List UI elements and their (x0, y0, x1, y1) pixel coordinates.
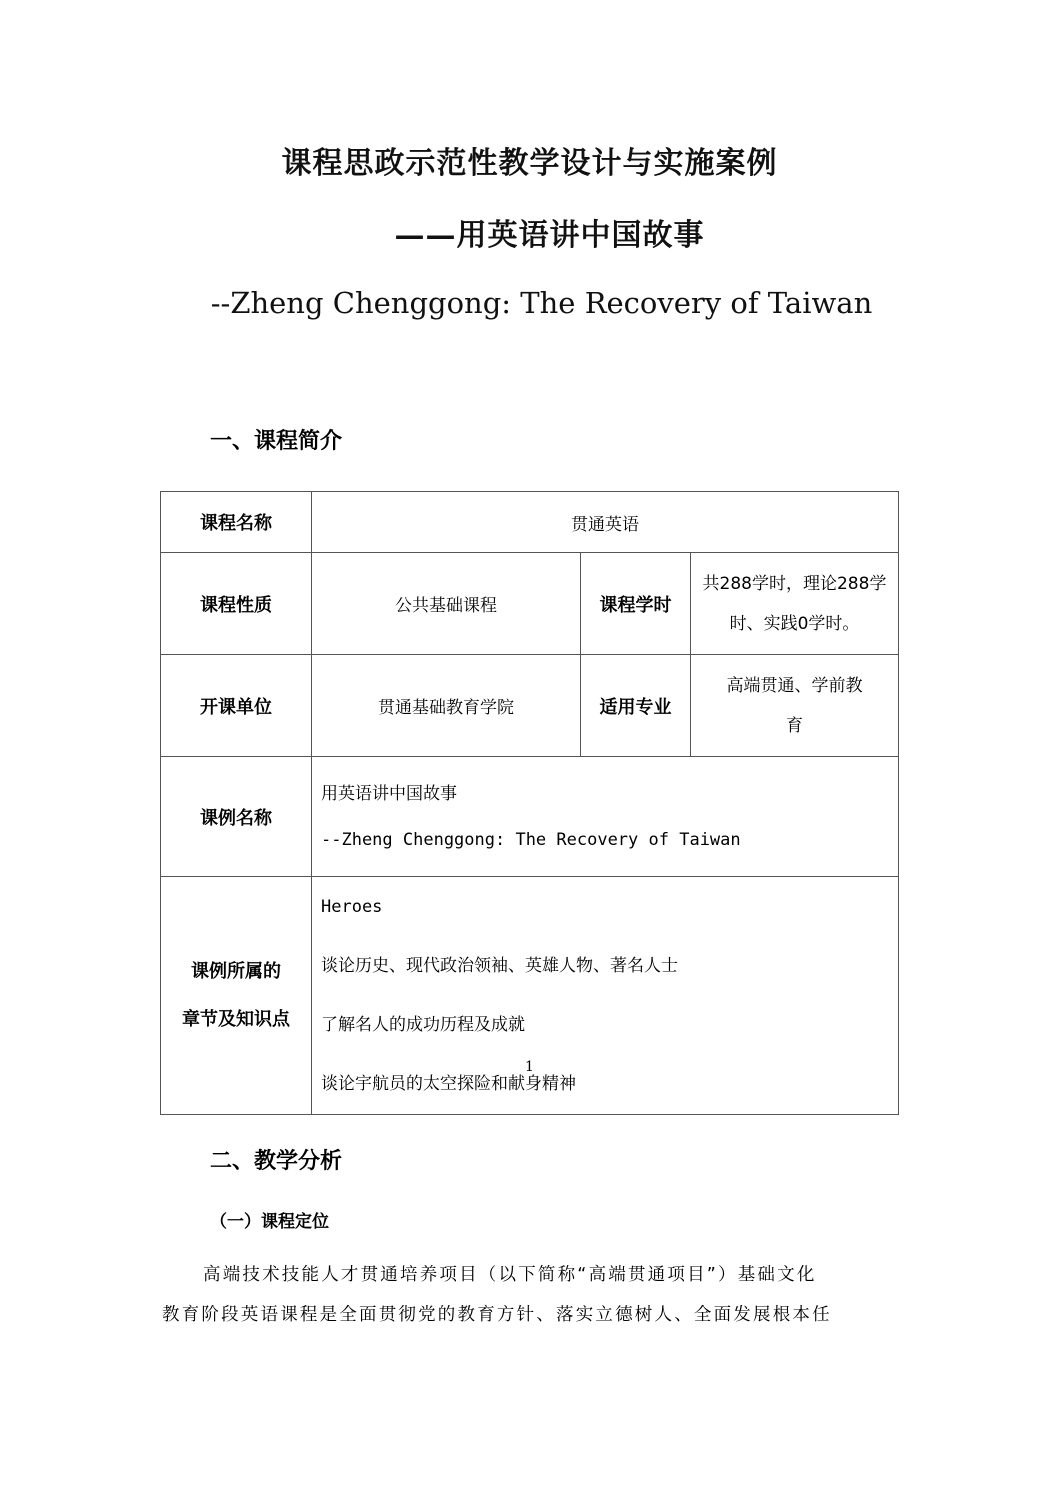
offering-unit-label: 开课单位 (161, 655, 312, 757)
case-name-english: --Zheng Chenggong: The Recovery of Taiwan (321, 829, 741, 850)
course-info-table (160, 491, 899, 1115)
course-name-label: 课程名称 (161, 492, 312, 553)
offering-unit-value: 贯通基础教育学院 (312, 655, 581, 757)
course-hours-value-line: 时、实践0学时。 (729, 613, 860, 634)
course-hours-label: 课程学时 (581, 553, 691, 655)
table-row (161, 757, 899, 877)
document-english-subtitle: --Zheng Chenggong: The Recovery of Taiwan (210, 286, 873, 320)
applicable-major-value-line: 高端贯通、学前教 (726, 675, 863, 696)
course-hours-value (691, 553, 899, 655)
course-nature-label: 课程性质 (161, 553, 312, 655)
applicable-major-label: 适用专业 (581, 655, 691, 757)
page-number: 1 (525, 1059, 534, 1075)
chapter-item: 了解名人的成功历程及成就 (321, 1015, 525, 1035)
table-row (161, 877, 899, 1115)
course-nature-value: 公共基础课程 (312, 553, 581, 655)
case-name-chinese: 用英语讲中国故事 (321, 783, 457, 804)
table-row (161, 492, 899, 553)
paragraph-line: 教育阶段英语课程是全面贯彻党的教育方针、落实立德树人、全面发展根本任 (162, 1305, 832, 1325)
chapter-label-line: 章节及知识点 (182, 1008, 290, 1030)
applicable-major-value-line: 育 (786, 715, 803, 736)
subsection-heading-course-positioning: （一）课程定位 (210, 1212, 329, 1232)
table-row (161, 553, 899, 655)
chapter-item: 谈论宇航员的太空探险和献身精神 (321, 1074, 576, 1094)
document-title: 课程思政示范性教学设计与实施案例 (281, 146, 778, 181)
chapter-item: Heroes (321, 897, 383, 917)
chapter-knowledge-value (312, 877, 899, 1115)
case-name-value (312, 757, 899, 877)
section-heading-teaching-analysis: 二、教学分析 (210, 1149, 343, 1174)
course-name-value: 贯通英语 (312, 492, 899, 553)
course-hours-value-line: 共288学时，理论288学 (702, 573, 887, 594)
paragraph-line: 高端技术技能人才贯通培养项目（以下简称“高端贯通项目”）基础文化 (203, 1265, 817, 1285)
document-subtitle: ——用英语讲中国故事 (394, 218, 705, 253)
chapter-label-line: 课例所属的 (191, 960, 281, 982)
chapter-knowledge-label (161, 877, 312, 1115)
table-row (161, 655, 899, 757)
case-name-label: 课例名称 (161, 757, 312, 877)
applicable-major-value (691, 655, 899, 757)
section-heading-course-intro: 一、课程简介 (210, 429, 343, 454)
chapter-item: 谈论历史、现代政治领袖、英雄人物、著名人士 (321, 956, 678, 976)
